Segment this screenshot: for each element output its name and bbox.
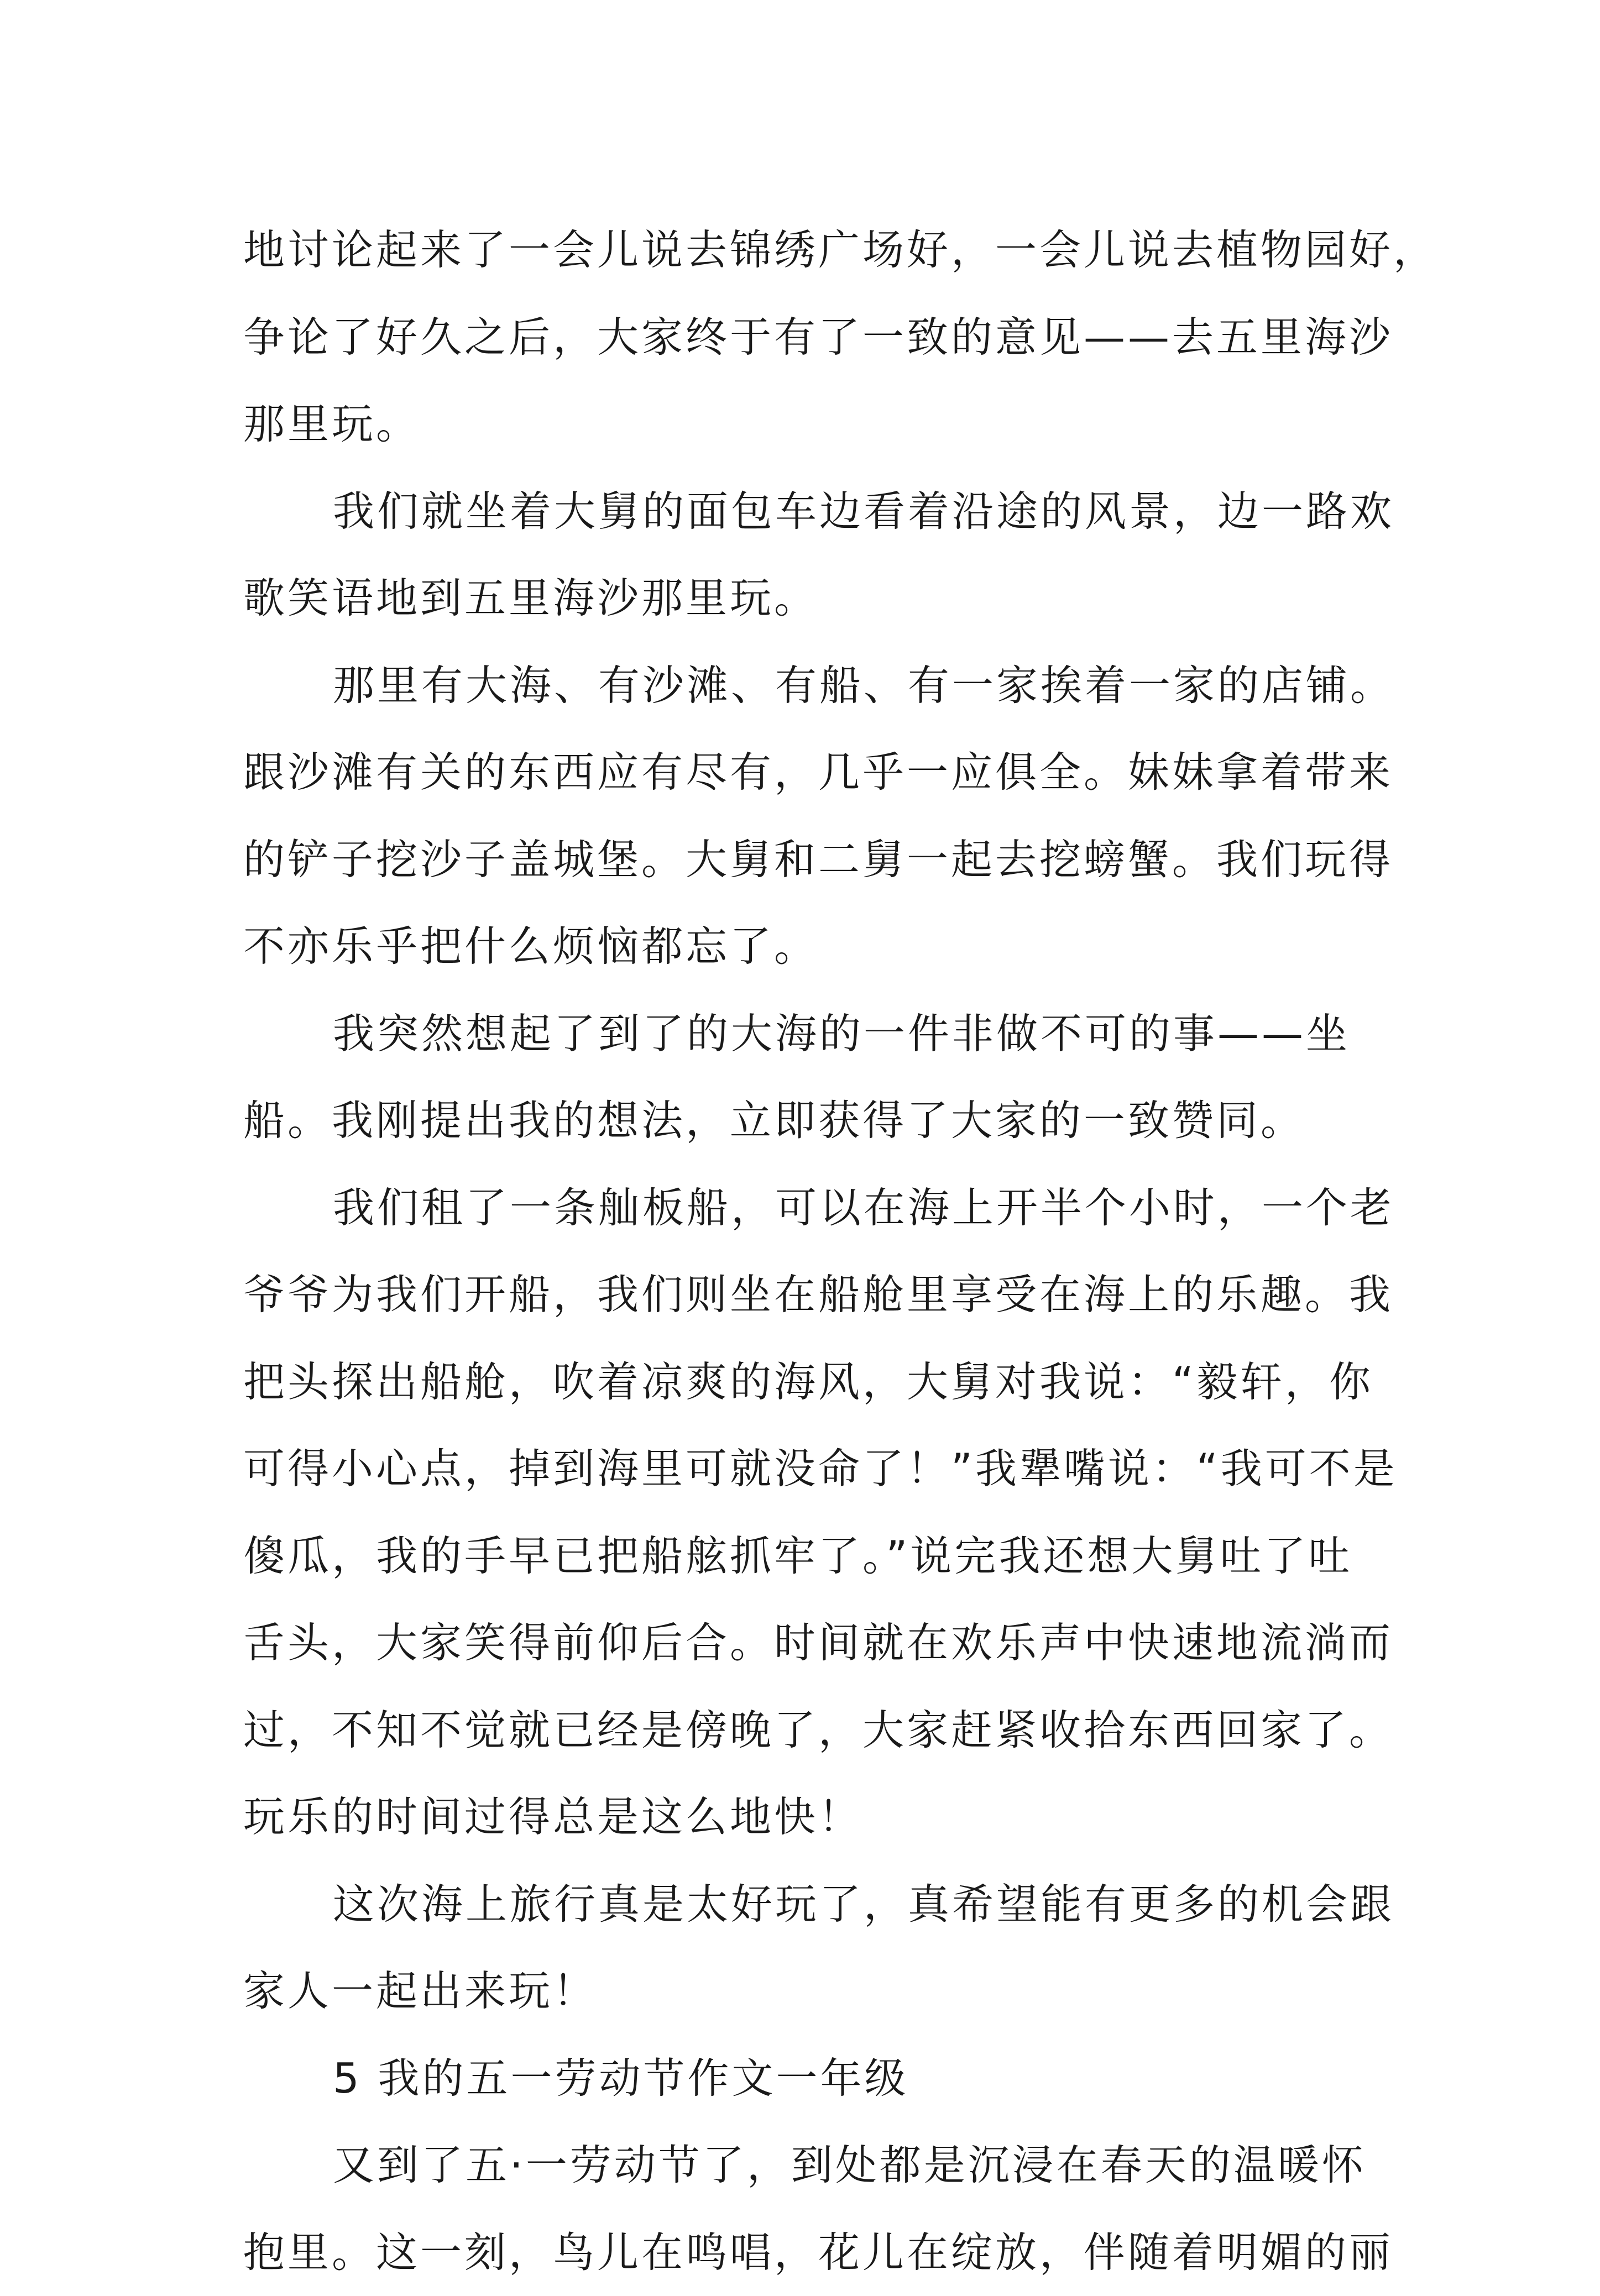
- text-line: 不亦乐乎把什么烦恼都忘了。: [243, 903, 1415, 990]
- essay-body: [243, 207, 1415, 2296]
- text-line: 我们就坐着大舅的面包车边看着沿途的风景，边一路欢: [243, 468, 1415, 555]
- text-line: 我突然想起了到了的大海的一件非做不可的事——坐: [243, 990, 1415, 1078]
- text-line: 可得小心点，掉到海里可就没命了！”我犟嘴说：“我可不是: [243, 1425, 1415, 1513]
- text-line: 把头探出船舱，吹着凉爽的海风，大舅对我说：“毅轩，你: [243, 1339, 1415, 1426]
- text-line: 跟沙滩有关的东西应有尽有，几乎一应俱全。妹妹拿着带来: [243, 729, 1415, 816]
- text-line: 抱里。这一刻，鸟儿在鸣唱，花儿在绽放，伴随着明媚的丽: [243, 2209, 1415, 2296]
- text-line: 玩乐的时间过得总是这么地快！: [243, 1774, 1415, 1861]
- text-line: 过，不知不觉就已经是傍晚了，大家赶紧收拾东西回家了。: [243, 1687, 1415, 1774]
- text-line: 爷爷为我们开船，我们则坐在船舱里享受在海上的乐趣。我: [243, 1251, 1415, 1339]
- text-line: 那里玩。: [243, 381, 1415, 468]
- text-line: 又到了五·一劳动节了，到处都是沉浸在春天的温暖怀: [243, 2122, 1415, 2209]
- text-line: 歌笑语地到五里海沙那里玩。: [243, 555, 1415, 642]
- text-line: 这次海上旅行真是太好玩了，真希望能有更多的机会跟: [243, 1861, 1415, 1948]
- text-line: 傻瓜，我的手早已把船舷抓牢了。”说完我还想大舅吐了吐: [243, 1513, 1415, 1600]
- text-line: 争论了好久之后，大家终于有了一致的意见——去五里海沙: [243, 294, 1415, 381]
- section-heading: 5 我的五一劳动节作文一年级: [243, 2035, 1415, 2122]
- text-line: 舌头，大家笑得前仰后合。时间就在欢乐声中快速地流淌而: [243, 1600, 1415, 1687]
- text-line: 我们租了一条舢板船，可以在海上开半个小时，一个老: [243, 1165, 1415, 1252]
- text-line: 地讨论起来了一会儿说去锦绣广场好，一会儿说去植物园好，: [243, 207, 1415, 294]
- text-line: 那里有大海、有沙滩、有船、有一家挨着一家的店铺。: [243, 642, 1415, 730]
- text-line: 船。我刚提出我的想法，立即获得了大家的一致赞同。: [243, 1077, 1415, 1165]
- text-line: 家人一起出来玩！: [243, 1948, 1415, 2035]
- text-line: 的铲子挖沙子盖城堡。大舅和二舅一起去挖螃蟹。我们玩得: [243, 816, 1415, 904]
